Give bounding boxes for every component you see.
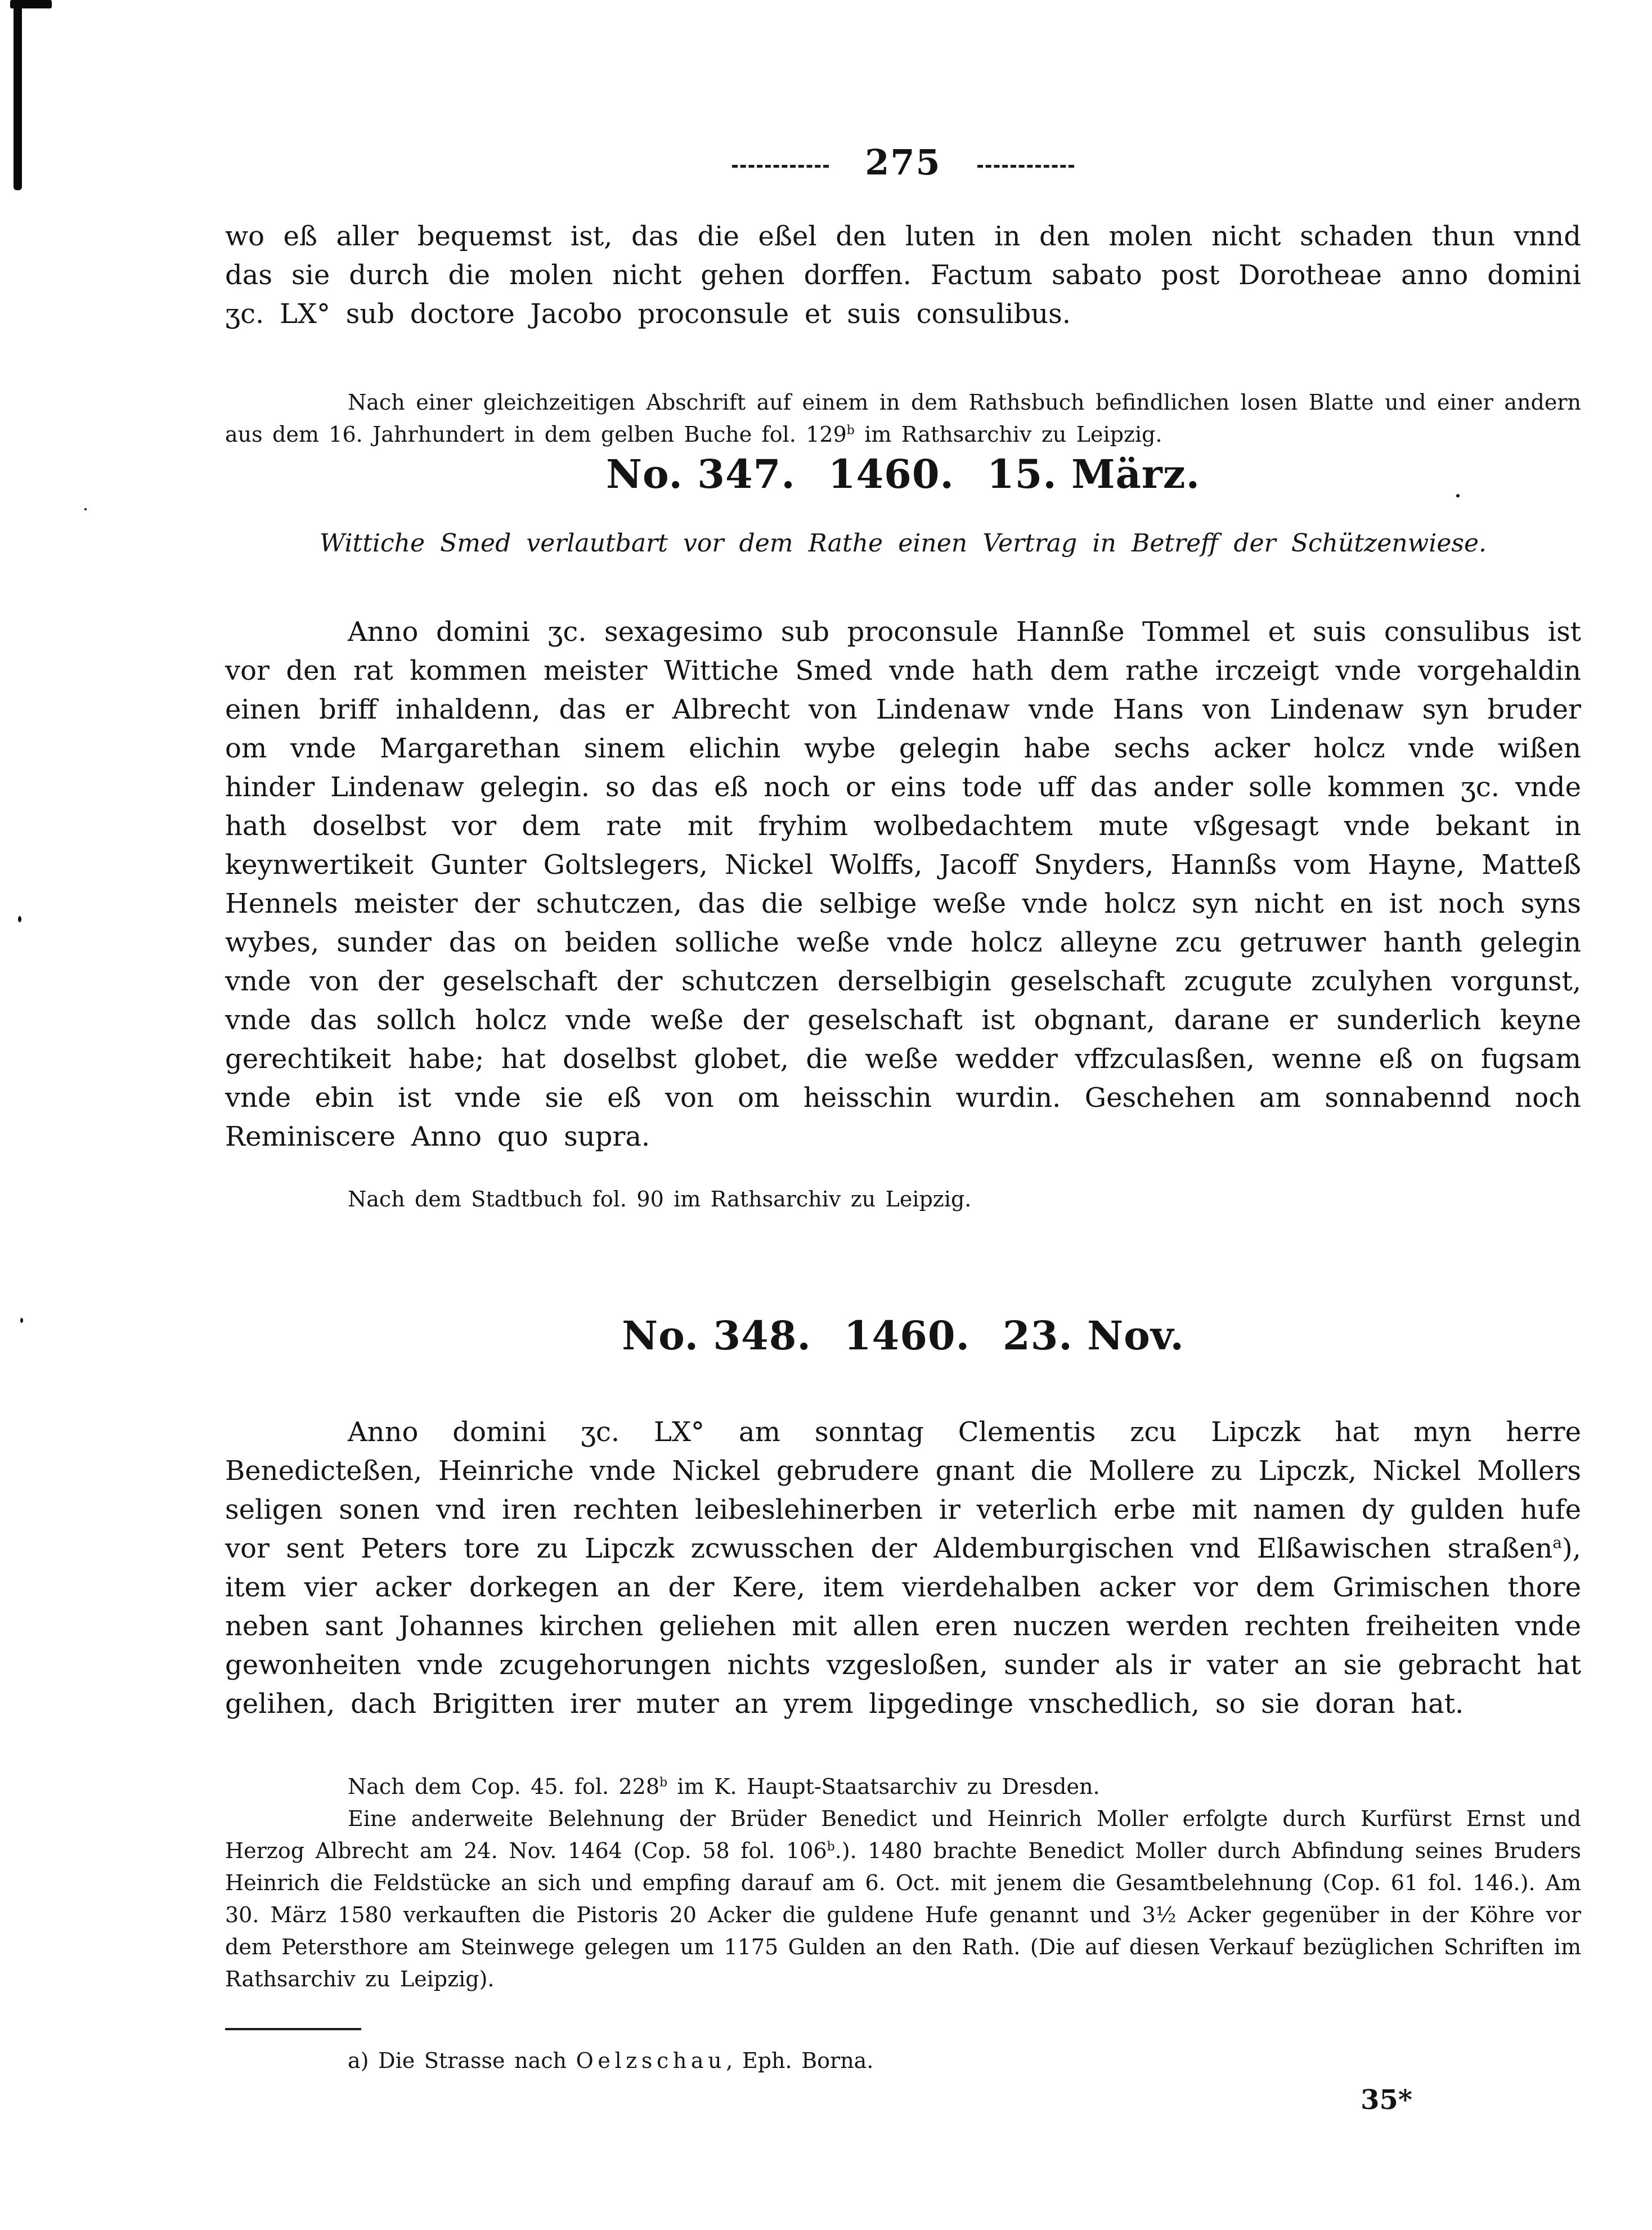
sheet-signature: 35* [1361, 2084, 1412, 2116]
scan-artifact [84, 508, 87, 510]
source-note-3-text: Nach dem Cop. 45. fol. 228 [348, 1774, 659, 1799]
entry-347-date: 15. März. [986, 451, 1200, 497]
entry-348-heading [225, 1312, 1581, 1359]
folio-superscript: b [827, 1839, 835, 1854]
folio-superscript: b [659, 1775, 668, 1790]
footnote-a [225, 2045, 1581, 2076]
source-note-2: Nach dem Stadtbuch fol. 90 im Rathsarchiv zu Leipzig. [348, 1187, 972, 1212]
entry-347-heading [225, 451, 1581, 497]
source-note-1-text: Nach einer gleichzeitigen Abschrift auf einem in dem Rathsbuch befindlichen losen Blatte und einer andern aus dem 16. Jahrhundert in dem gelben Buche fol. 129 [225, 390, 1581, 447]
scan-artifact [1456, 494, 1460, 497]
source-note-3-text-end: im K. Haupt-Staatsarchiv zu Dresden. [667, 1774, 1100, 1799]
entry-347-body: Anno domini ʒc. sexagesimo sub proconsule Hannße Tommel et suis consulibus ist vor den rat kommen meister Wittiche Smed vnde hath dem rathe irczeigt vnde vorgehaldin einen briff inhaldenn, das er Albrecht von Lindenaw vnde Hans von Lindenaw syn bruder om vnde Margarethan sinem elichin wybe gelegin habe sechs acker holcz vnde wißen hinder Lindenaw gelegin. so das eß noch or eins tode uff das ander solle kommen ʒc. vnde hath doselbst vor dem rate mit fryhim wolbedachtem mute vßgesagt vnde bekant in keynwertikeit Gunter Goltslegers, Nickel Wolffs, Jacoff Snyders, Hannßs vom Hayne, Matteß Hennels meister der schutczen, das die selbige weße vnde holcz syn nicht en ist noch syns wybes, sunder das on beiden solliche weße vnde holcz alleyne zcu getruwer hanth gelegin vnde von der geselschaft der schutczen derselbigin geselschaft zcugute zculyhen vorgunst, vnde das sollch holcz vnde weße der geselschaft ist obgnant, darane er sunderlich keyne gerechtikeit habe; hat doselbst globet, die weße wedder vffzculasßen, wenne eß on fugsam vnde ebin ist vnde sie eß von om heisschin wurdin. Geschehen am sonnabennd noch Reminiscere Anno quo supra. [225, 616, 1581, 1152]
source-note-3 [225, 1771, 1581, 1803]
footnote-a-text-end: , Eph. Borna. [726, 2048, 874, 2073]
source-note-4-text-end: .). 1480 brachte Benedict Moller durch Abfindung seines Bruders Heinrich die Feldstücke an sich und empfing darauf am 6. Oct. mit jenem die Gesamtbelehnung (Cop. 61 fol. 146.). Am 30. März 1580 verkauften die Pistoris 20 Acker die guldene Hufe genannt und 3½ Acker gegenüber in der Köhre vor dem Petersthore am Steinwege gelegen um 1175 Gulden an den Rath. (Die auf diesen Verkauf bezüglichen Schriften im Rathsarchiv zu Leipzig). [225, 1838, 1582, 1991]
entry-348-body-text-end: ), item vier acker dorkegen an der Kere, item vierdehalben acker vor dem Grimischen thore neben sant Johannes kirchen geliehen mit allen eren nuczen werden rechten freiheiten vnde gewonheiten vnde zcugehorungen nichts vzgesloßen, sunder als ir vater an sie gebracht hat gelihen, dach Brigitten irer muter an yrem lipgedinge vnschedlich, so sie doran hat. [225, 1533, 1581, 1720]
entry-348-body-text: Anno domini ʒc. LX° am sonntag Clementis zcu Lipczk hat myn herre Benedicteßen, Heinriche vnde Nickel gebrudere gnant die Mollere zu Lipczk, Nickel Mollers seligen sonen vnd iren rechten leibeslehinerben ir veterlich erbe mit namen dy gulden hufe vor sent Peters tore zu Lipczk zcwusschen der Aldemburgischen vnd Elßawischen straßen [225, 1416, 1581, 1564]
scan-artifact [20, 1318, 23, 1323]
header-rule-left [732, 165, 829, 168]
entry-347-year: 1460. [828, 451, 954, 497]
entry-348-number: No. 348. [622, 1312, 811, 1359]
footnote-a-reference: a [1552, 1533, 1563, 1552]
footnote-separator [225, 2028, 361, 2030]
source-note-1-text-end: im Rathsarchiv zu Leipzig. [854, 422, 1162, 447]
page-header [225, 142, 1581, 182]
entry-347-subtitle: Wittiche Smed verlautbart vor dem Rathe einen Vertrag in Betreff der Schützenwiese. [320, 529, 1487, 558]
folio-superscript: b [846, 423, 855, 438]
scan-artifact [18, 916, 21, 922]
source-notes-348 [225, 1771, 1581, 1995]
header-rule-right [977, 165, 1074, 168]
intro-paragraph: wo eß aller bequemst ist, das die eßel den luten in den molen nicht schaden thun vnnd das sie durch die molen nicht gehen dorffen. Factum sabato post Dorotheae anno domini ʒc. LX° sub doctore Jacobo proconsule et suis consulibus. [225, 221, 1581, 330]
entry-348-year: 1460. [843, 1312, 971, 1359]
source-note-1 [225, 387, 1581, 451]
source-note-4 [225, 1803, 1581, 1995]
entry-348-body [225, 1413, 1581, 1724]
text-block [225, 142, 1581, 2116]
entry-348-date: 23. Nov. [1003, 1312, 1184, 1359]
footnote-a-placename: Oelzschau [576, 2048, 726, 2073]
scan-artifact [10, 0, 52, 8]
page-number: 275 [865, 141, 941, 183]
footnote-a-text: a) Die Strasse nach [348, 2048, 576, 2073]
source-note-4-text: Eine anderweite Belehnung der Brüder Benedict und Heinrich Moller erfolgte durch Kurfürst Ernst und Herzog Albrecht am 24. Nov. 1464 (Cop. 58 fol. 106 [225, 1806, 1581, 1863]
entry-347-number: No. 347. [606, 451, 796, 497]
scan-artifact [14, 3, 22, 190]
